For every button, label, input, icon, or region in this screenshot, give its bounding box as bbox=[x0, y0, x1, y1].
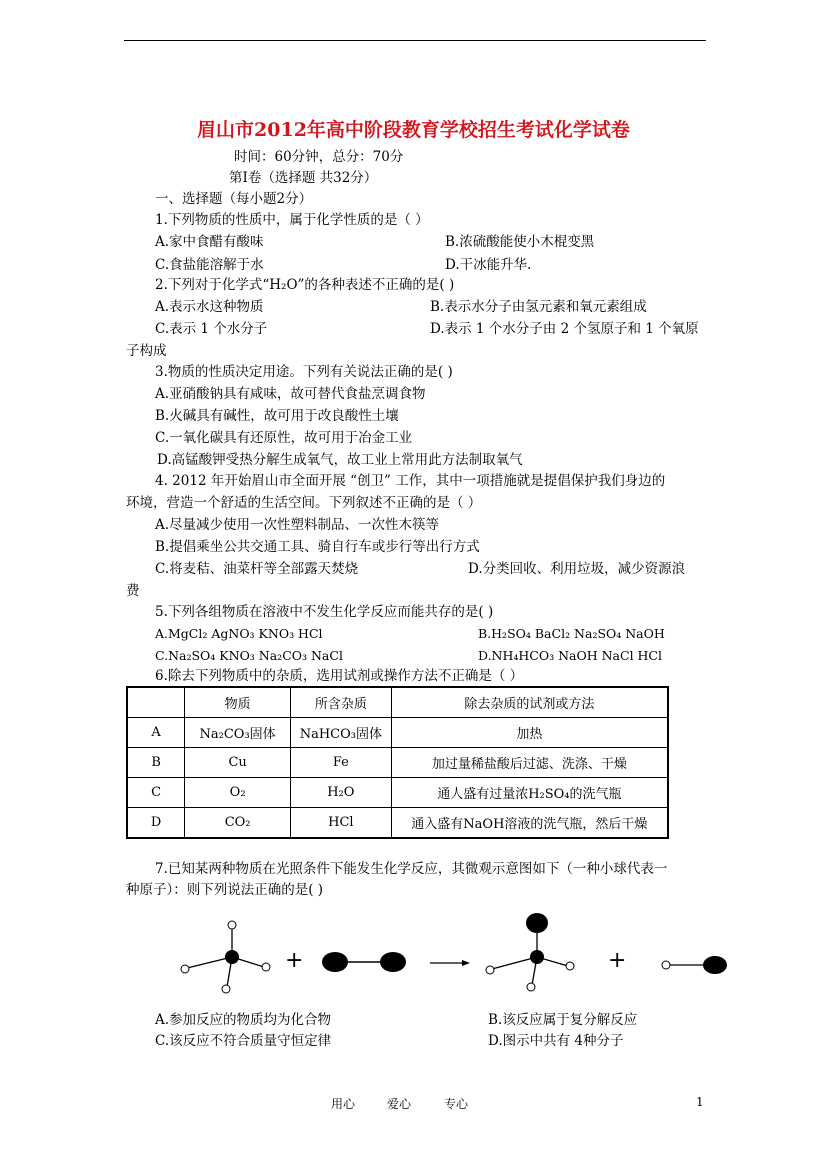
q6-stem: 6.除去下列物质中的杂质，选用试剂或操作方法不正确是（ ） bbox=[155, 668, 524, 684]
product-substituted-molecule bbox=[486, 913, 574, 991]
q2-option-d-cont: 子构成 bbox=[126, 343, 167, 359]
q3-option-c: C.一氧化碳具有还原性，故可用于冶金工业 bbox=[155, 430, 413, 446]
q5-option-b: B.H₂SO₄ BaCl₂ Na₂SO₄ NaOH bbox=[478, 626, 665, 641]
q4-option-d: D.分类回收、利用垃圾，减少资源浪 bbox=[468, 561, 686, 577]
q2-option-b: B.表示水分子由氢元素和氧元素组成 bbox=[430, 299, 647, 315]
table-cell: C bbox=[127, 778, 185, 808]
q4-stem-cont: 环境，营造一个舒适的生活空间。下列叙述不正确的是（ ） bbox=[126, 495, 482, 511]
table-row bbox=[127, 808, 668, 839]
q6-table bbox=[126, 686, 669, 839]
table-cell: CO₂ bbox=[185, 808, 291, 839]
q7-option-b: B.该反应属于复分解反应 bbox=[488, 1012, 638, 1028]
table-cell: A bbox=[127, 718, 185, 748]
q7-stem-cont: 种原子）：则下列说法正确的是( ) bbox=[126, 882, 324, 898]
q2-stem: 2.下列对于化学式“H₂O”的各种表述不正确的是( ) bbox=[155, 277, 455, 293]
q4-stem: 4. 2012 年开始眉山市全面开展 “创卫” 工作，其中一项措施就是提倡保护我们身边的 bbox=[155, 473, 666, 489]
reactant-diatomic-molecule bbox=[322, 952, 406, 972]
table-cell: O₂ bbox=[185, 778, 291, 808]
q5-option-a: A.MgCl₂ AgNO₃ KNO₃ HCl bbox=[155, 626, 323, 641]
table-cell: 加过量稀盐酸后过滤、洗涤、干燥 bbox=[391, 748, 668, 778]
q1-option-a: A.家中食醋有酸味 bbox=[155, 234, 264, 250]
table-cell: D bbox=[127, 808, 185, 839]
table-header-cell: 物质 bbox=[185, 687, 291, 718]
q1-option-b: B.浓硫酸能使小木棍变黑 bbox=[445, 234, 595, 250]
footer-word: 专心 bbox=[444, 1097, 469, 1111]
q7-option-c: C.该反应不符合质量守恒定律 bbox=[155, 1033, 332, 1049]
q2-option-c: C.表示 1 个水分子 bbox=[155, 321, 268, 337]
q2-option-d: D.表示 1 个水分子由 2 个氢原子和 1 个氧原 bbox=[430, 321, 699, 337]
table-cell: HCl bbox=[290, 808, 391, 839]
page-number: 1 bbox=[696, 1095, 704, 1109]
table-row bbox=[127, 718, 668, 748]
q5-stem: 5.下列各组物质在溶液中不发生化学反应而能共存的是( ) bbox=[155, 604, 494, 620]
q5-option-c: C.Na₂SO₄ KNO₃ Na₂CO₃ NaCl bbox=[155, 648, 343, 663]
table-row bbox=[127, 778, 668, 808]
table-cell: Fe bbox=[290, 748, 391, 778]
table-cell: 通人盛有过量浓H₂SO₄的洗气瓶 bbox=[391, 778, 668, 808]
section-heading: 一、选择题（每小题2分） bbox=[155, 191, 313, 207]
table-cell: NaHCO₃固体 bbox=[290, 718, 391, 748]
q4-option-a: A.尽量减少使用一次性塑料制品、一次性木筷等 bbox=[155, 517, 440, 533]
footer-word: 用心 bbox=[331, 1097, 356, 1111]
q5-option-d: D.NH₄HCO₃ NaOH NaCl HCl bbox=[478, 648, 662, 663]
table-header-cell: 除去杂质的试剂或方法 bbox=[391, 687, 668, 718]
q4-option-c: C.将麦秸、油菜杆等全部露天焚烧 bbox=[155, 561, 359, 577]
table-row bbox=[127, 748, 668, 778]
part-heading: 第Ⅰ卷（选择题 共32分） bbox=[229, 170, 378, 186]
q3-stem: 3.物质的性质决定用途。下列有关说法正确的是( ) bbox=[155, 364, 453, 380]
q3-option-a: A.亚硝酸钠具有咸味，故可替代食盐烹调食物 bbox=[155, 386, 426, 402]
reactant-methane-like-molecule bbox=[181, 921, 270, 993]
plus-sign: + bbox=[285, 948, 304, 973]
footer-word: 爱心 bbox=[387, 1097, 412, 1111]
q7-option-a: A.参加反应的物质均为化合物 bbox=[155, 1012, 332, 1028]
q1-option-c: C.食盐能溶解于水 bbox=[155, 257, 264, 273]
q3-option-d: D.高锰酸钾受热分解生成氧气，故工业上常用此方法制取氧气 bbox=[157, 452, 523, 468]
q4-option-d-cont: 费 bbox=[126, 583, 140, 599]
q4-option-b: B.提倡乘坐公共交通工具、骑自行车或步行等出行方式 bbox=[155, 539, 480, 555]
plus-sign: + bbox=[608, 948, 627, 973]
table-cell: H₂O bbox=[290, 778, 391, 808]
table-header-cell bbox=[127, 687, 185, 718]
product-diatomic-molecule bbox=[662, 956, 727, 974]
q2-option-a: A.表示水这种物质 bbox=[155, 299, 264, 315]
reaction-arrow-icon bbox=[430, 960, 470, 966]
page-title: 眉山市2012年高中阶段教育学校招生考试化学试卷 bbox=[197, 119, 630, 141]
table-cell: Cu bbox=[185, 748, 291, 778]
table-cell: 加热 bbox=[391, 718, 668, 748]
table-header-cell: 所含杂质 bbox=[290, 687, 391, 718]
q1-option-d: D.干冰能升华. bbox=[445, 257, 532, 273]
q1-stem: 1.下列物质的性质中，属于化学性质的是（ ） bbox=[155, 212, 429, 228]
q7-option-d: D.图示中共有 4种分子 bbox=[488, 1033, 624, 1049]
reaction-diagram bbox=[160, 905, 760, 1000]
table-cell: B bbox=[127, 748, 185, 778]
table-cell: 通入盛有NaOH溶液的洗气瓶，然后干燥 bbox=[391, 808, 668, 839]
q7-stem: 7.已知某两种物质在光照条件下能发生化学反应，其微观示意图如下（一种小球代表一 bbox=[155, 861, 668, 877]
q3-option-b: B.火碱具有碱性，故可用于改良酸性土壤 bbox=[155, 408, 399, 424]
header-rule bbox=[124, 40, 706, 41]
table-header-row bbox=[127, 687, 668, 718]
exam-time: 时间：60分钟，总分：70分 bbox=[234, 149, 404, 165]
table-cell: Na₂CO₃固体 bbox=[185, 718, 291, 748]
